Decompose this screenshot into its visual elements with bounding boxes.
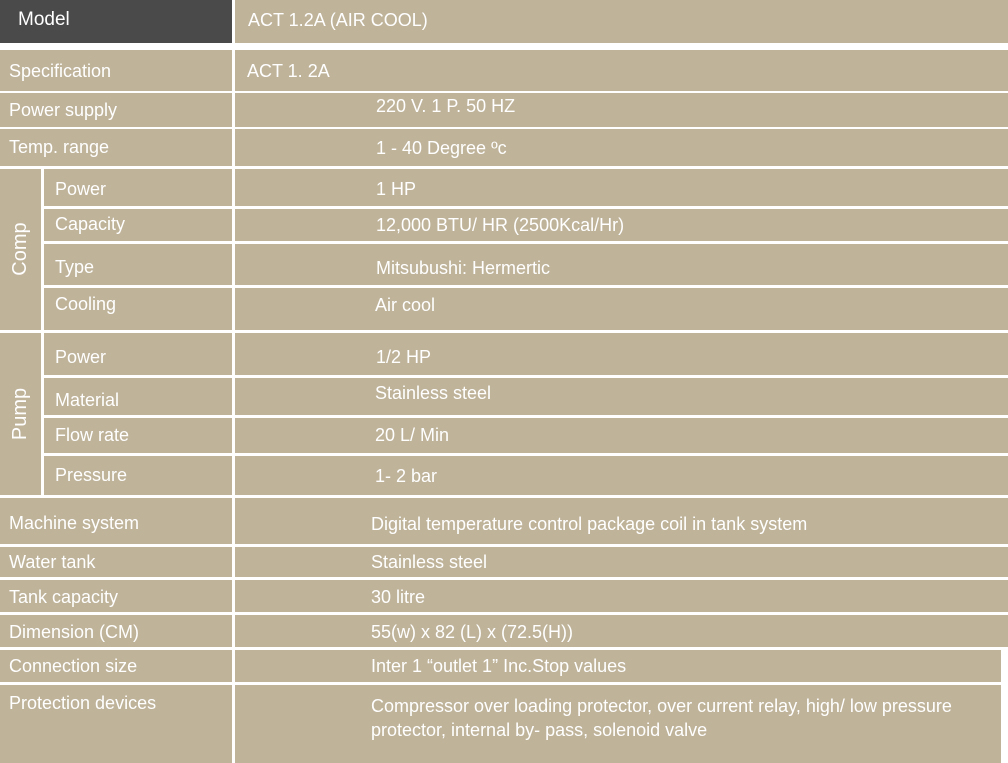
spec-label: Specification	[9, 61, 112, 81]
pump-material-value: Stainless steel	[375, 383, 492, 403]
comp-power-value-cell	[235, 169, 1008, 206]
temp-range-value: 1 - 40 Degree ºc	[376, 138, 507, 158]
tank-capacity-value: 30 litre	[371, 587, 426, 607]
pump-power-label: Power	[55, 347, 107, 367]
comp-cooling-value: Air cool	[375, 295, 436, 315]
pump-power-value-cell	[235, 333, 1008, 375]
comp-type-value-cell	[235, 244, 1008, 285]
machine-system-label: Machine system	[9, 513, 140, 533]
spec-value: ACT 1. 2A	[247, 61, 330, 81]
comp-type-value: Mitsubushi: Hermertic	[376, 258, 551, 278]
protection-devices-label: Protection devices	[9, 693, 157, 713]
comp-cooling-label: Cooling	[55, 294, 117, 314]
comp-capacity-label: Capacity	[55, 214, 126, 234]
pump-material-value-cell	[235, 378, 1008, 415]
pump-power-value: 1/2 HP	[376, 347, 432, 367]
comp-group-label: Comp	[9, 222, 31, 276]
tank-capacity-label: Tank capacity	[9, 587, 119, 607]
pump-pressure-label: Pressure	[55, 465, 128, 485]
comp-type-label: Type	[55, 257, 95, 277]
spec-value-cell	[235, 50, 1008, 91]
dimension-value: 55(w) x 82 (L) x (72.5(H))	[371, 622, 574, 642]
comp-power-label: Power	[55, 179, 107, 199]
dimension-label: Dimension (CM)	[9, 622, 140, 642]
protection-devices-value: Compressor over loading protector, over current relay, high/ low pressure protector, internal by- pass, solenoid valve	[371, 696, 952, 740]
pump-flow-rate-value: 20 L/ Min	[375, 425, 450, 445]
comp-cooling-value-cell	[235, 288, 1008, 330]
connection-size-value: Inter 1 “outlet 1” Inc.Stop values	[371, 656, 627, 676]
power-supply-label: Power supply	[9, 100, 118, 120]
header-value: ACT 1.2A (AIR COOL)	[248, 10, 428, 30]
temp-range-value-cell	[235, 129, 1008, 166]
header-label: Model	[18, 9, 70, 30]
comp-capacity-value: 12,000 BTU/ HR (2500Kcal/Hr)	[376, 215, 625, 235]
pump-flow-rate-label: Flow rate	[55, 425, 130, 445]
pump-material-label: Material	[55, 390, 120, 410]
water-tank-value-cell	[235, 547, 1008, 577]
temp-range-label: Temp. range	[9, 137, 110, 157]
pump-pressure-value: 1- 2 bar	[375, 466, 438, 486]
pump-flow-rate-value-cell	[235, 418, 1008, 453]
dimension-value-cell	[235, 615, 1008, 647]
water-tank-value: Stainless steel	[371, 552, 488, 572]
comp-power-value: 1 HP	[376, 179, 417, 199]
power-supply-value: 220 V. 1 P. 50 HZ	[376, 96, 516, 116]
tank-capacity-value-cell	[235, 580, 1008, 612]
connection-size-label: Connection size	[9, 656, 138, 676]
power-supply-value-cell	[235, 93, 1008, 127]
machine-system-value: Digital temperature control package coil in tank system	[371, 514, 808, 534]
pump-group-label: Pump	[9, 387, 31, 441]
pump-pressure-value-cell	[235, 456, 1008, 495]
water-tank-label: Water tank	[9, 552, 96, 572]
